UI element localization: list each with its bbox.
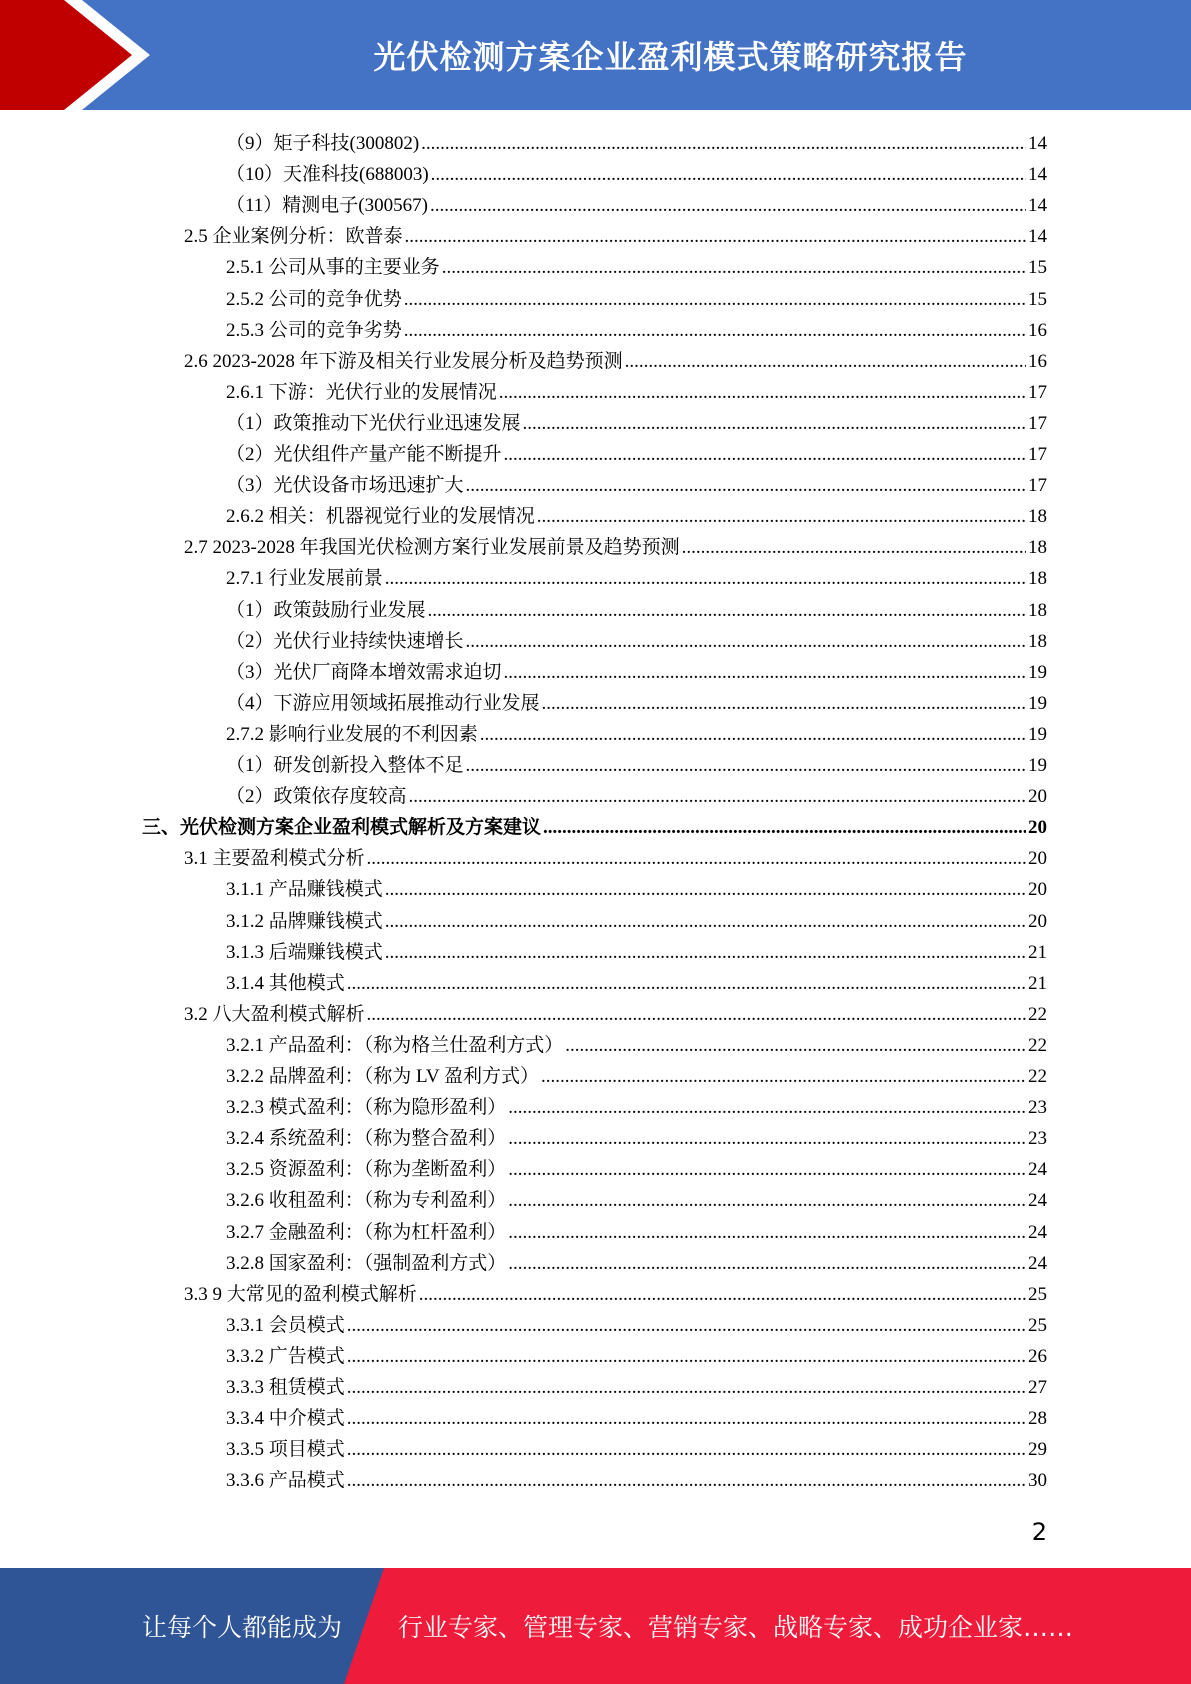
toc-entry-page: 22 [1028, 1003, 1047, 1025]
toc-entry[interactable] [226, 595, 1047, 626]
toc-entry-label: 3.3 9 大常见的盈利模式解析 [184, 1283, 417, 1305]
toc-entry-page: 15 [1028, 288, 1047, 310]
toc-entry-page: 30 [1028, 1470, 1047, 1492]
toc-entry-label: 2.7.1 行业发展前景 [226, 568, 383, 590]
footer-slogan-right: 行业专家、管理专家、营销专家、战略专家、成功企业家…… [398, 1613, 1074, 1642]
toc-entry-label: 3.2.2 品牌盈利：（称为 LV 盈利方式） [226, 1066, 539, 1087]
toc-leader-dots [347, 1372, 1026, 1403]
toc-entry[interactable] [226, 968, 1047, 999]
toc-leader-dots [508, 1092, 1026, 1123]
toc-leader-dots [385, 563, 1026, 594]
toc-entry-label: （1）研发创新投入整体不足 [226, 755, 464, 776]
page-number: 2 [1031, 1518, 1047, 1546]
toc-entry[interactable] [226, 657, 1047, 688]
toc-entry-page: 28 [1028, 1408, 1047, 1430]
toc-entry[interactable] [226, 719, 1047, 750]
toc-entry-label: 3.1.2 品牌赚钱模式 [226, 910, 383, 932]
toc-entry-page: 23 [1028, 1128, 1047, 1150]
toc-entry-page: 22 [1028, 1066, 1047, 1087]
toc-leader-dots [682, 532, 1026, 563]
toc-entry-page: 17 [1028, 412, 1047, 434]
toc-leader-dots [442, 252, 1026, 283]
toc-entry[interactable] [226, 1248, 1047, 1279]
toc-entry-label: （3）光伏设备市场迅速扩大 [226, 475, 464, 497]
report-title: 光伏检测方案企业盈利模式策略研究报告 [373, 38, 968, 76]
toc-leader-dots [347, 1465, 1026, 1496]
toc-entry-page: 24 [1028, 1190, 1047, 1212]
toc-entry-label: （11）精测电子(300567) [226, 195, 428, 217]
toc-leader-dots [504, 439, 1026, 470]
toc-leader-dots [508, 1217, 1026, 1248]
toc-entry[interactable] [226, 1403, 1047, 1434]
toc-entry-page: 21 [1028, 941, 1047, 963]
toc-entry[interactable] [226, 563, 1047, 594]
toc-leader-dots [367, 843, 1026, 874]
toc-entry[interactable] [184, 843, 1047, 874]
toc-entry[interactable] [226, 252, 1047, 283]
toc-entry[interactable] [226, 159, 1047, 190]
toc-leader-dots [367, 999, 1026, 1030]
toc-entry[interactable] [226, 1341, 1047, 1372]
toc-leader-dots [347, 1341, 1026, 1372]
toc-leader-dots [404, 284, 1026, 315]
toc-entry[interactable] [226, 1185, 1047, 1216]
toc-leader-dots [565, 1030, 1026, 1061]
toc-entry[interactable] [226, 284, 1047, 315]
toc-entry-label: 3.2 八大盈利模式解析 [184, 1003, 365, 1025]
toc-entry-label: 2.6.1 下游：光伏行业的发展情况 [226, 381, 497, 403]
toc-leader-dots [542, 688, 1026, 719]
toc-entry-page: 19 [1028, 661, 1047, 683]
toc-leader-dots [508, 1248, 1026, 1279]
toc-leader-dots [430, 190, 1026, 221]
toc-leader-dots [466, 470, 1026, 501]
toc-entry-label: （2）光伏组件产量产能不断提升 [226, 444, 502, 465]
toc-entry-label: （2）光伏行业持续快速增长 [226, 630, 464, 652]
toc-entry-label: （10）天准科技(688003) [226, 164, 429, 186]
toc-entry-label: 3.1.3 后端赚钱模式 [226, 941, 383, 963]
toc-entry[interactable] [226, 128, 1047, 159]
toc-leader-dots [428, 595, 1026, 626]
toc-entry[interactable] [226, 470, 1047, 501]
toc-entry[interactable] [226, 626, 1047, 657]
toc-leader-dots [347, 1434, 1026, 1465]
toc-entry[interactable] [226, 1061, 1047, 1092]
toc-entry-page: 20 [1028, 879, 1047, 901]
toc-entry[interactable] [226, 1310, 1047, 1341]
toc-leader-dots [499, 377, 1026, 408]
toc-entry-label: 3.3.5 项目模式 [226, 1439, 345, 1461]
toc-entry-label: （9）矩子科技(300802) [226, 133, 420, 154]
toc-entry-page: 20 [1028, 848, 1047, 870]
toc-entry-page: 14 [1028, 195, 1047, 217]
toc-leader-dots [537, 501, 1026, 532]
toc-entry-label: 三、光伏检测方案企业盈利模式解析及方案建议 [142, 817, 542, 839]
toc-entry-page: 18 [1028, 568, 1047, 590]
toc-entry-label: 2.6.2 相关：机器视觉行业的发展情况 [226, 506, 535, 528]
toc-entry-label: 2.6 2023-2028 年下游及相关行业发展分析及趋势预测 [184, 350, 623, 372]
toc-entry-page: 19 [1028, 755, 1047, 776]
toc-entry-label: 3.2.7 金融盈利：（称为杠杆盈利） [226, 1221, 507, 1243]
toc-entry-label: （1）政策推动下光伏行业迅速发展 [226, 412, 521, 434]
toc-leader-dots [466, 750, 1026, 781]
toc-leader-dots [409, 781, 1026, 812]
toc-leader-dots [625, 346, 1026, 377]
toc-entry-label: 3.1.1 产品赚钱模式 [226, 879, 383, 901]
toc-leader-dots [480, 719, 1026, 750]
page-footer [0, 1568, 1191, 1684]
toc-entry[interactable] [226, 1434, 1047, 1465]
toc-entry-page: 14 [1028, 164, 1047, 186]
toc-entry[interactable] [226, 750, 1047, 781]
toc-leader-dots [404, 315, 1026, 346]
toc-entry-page: 19 [1028, 723, 1047, 745]
toc-entry[interactable] [226, 1372, 1047, 1403]
toc-leader-dots [421, 128, 1026, 159]
toc-entry-page: 14 [1028, 226, 1047, 248]
toc-entry-label: 3.3.6 产品模式 [226, 1470, 345, 1492]
toc-leader-dots [543, 812, 1026, 843]
toc-entry-page: 18 [1028, 630, 1047, 652]
toc-entry[interactable] [226, 906, 1047, 937]
toc-entry[interactable] [226, 1123, 1047, 1154]
toc-entry-label: 2.5.2 公司的竞争优势 [226, 288, 402, 310]
toc-entry[interactable] [226, 874, 1047, 905]
toc-entry[interactable] [184, 999, 1047, 1030]
toc-entry-label: 3.2.1 产品盈利：（称为格兰仕盈利方式） [226, 1034, 564, 1056]
toc-entry-page: 16 [1028, 350, 1047, 372]
toc-entry-page: 17 [1028, 381, 1047, 403]
toc-entry-label: （3）光伏厂商降本增效需求迫切 [226, 661, 502, 683]
toc-entry-label: 3.2.4 系统盈利：（称为整合盈利） [226, 1128, 507, 1150]
toc-entry[interactable] [226, 190, 1047, 221]
toc-entry-label: 2.5.3 公司的竞争劣势 [226, 319, 402, 341]
toc-entry-page: 21 [1028, 972, 1047, 994]
toc-entry-label: 3.3.3 租赁模式 [226, 1377, 345, 1398]
toc-leader-dots [385, 874, 1026, 905]
toc-entry[interactable] [226, 1092, 1047, 1123]
toc-leader-dots [466, 626, 1026, 657]
toc-entry[interactable] [226, 688, 1047, 719]
toc-leader-dots [385, 906, 1026, 937]
toc-entry-label: 3.3.1 会员模式 [226, 1314, 345, 1336]
toc-entry[interactable] [226, 781, 1047, 812]
toc-entry-label: 3.2.6 收租盈利：（称为专利盈利） [226, 1190, 507, 1212]
toc-leader-dots [347, 1310, 1026, 1341]
toc-entry-label: 3.2.5 资源盈利：（称为垄断盈利） [226, 1159, 507, 1181]
toc-entry-page: 18 [1028, 537, 1047, 559]
toc-entry-page: 25 [1028, 1283, 1047, 1305]
toc-leader-dots [419, 1279, 1026, 1310]
toc-entry[interactable] [226, 377, 1047, 408]
toc-entry-label: （1）政策鼓励行业发展 [226, 599, 426, 621]
toc-entry[interactable] [226, 1465, 1047, 1496]
toc-leader-dots [504, 657, 1026, 688]
toc-entry[interactable] [226, 1030, 1047, 1061]
toc-entry-page: 24 [1028, 1159, 1047, 1181]
toc-entry-label: 3.3.2 广告模式 [226, 1345, 345, 1367]
page-header [0, 0, 1191, 110]
toc-entry-page: 20 [1028, 786, 1047, 808]
toc-entry[interactable] [184, 1279, 1047, 1310]
toc-entry[interactable] [142, 812, 1047, 843]
toc-entry-page: 19 [1028, 692, 1047, 714]
toc-leader-dots [541, 1061, 1026, 1092]
toc-entry-page: 24 [1028, 1252, 1047, 1274]
toc-entry[interactable] [184, 346, 1047, 377]
toc-entry-page: 16 [1028, 319, 1047, 341]
toc-entry-label: 2.5 企业案例分析：欧普泰 [184, 226, 403, 248]
toc-entry-page: 25 [1028, 1314, 1047, 1336]
toc-entry-page: 14 [1028, 133, 1047, 154]
toc-leader-dots [508, 1185, 1026, 1216]
toc-entry-label: 3.1.4 其他模式 [226, 972, 345, 994]
toc-entry-label: 3.3.4 中介模式 [226, 1408, 345, 1430]
toc-entry-page: 17 [1028, 475, 1047, 497]
toc-entry-label: 2.7.2 影响行业发展的不利因素 [226, 723, 478, 745]
toc-entry-page: 18 [1028, 506, 1047, 528]
toc-entry-page: 20 [1028, 910, 1047, 932]
toc-leader-dots [405, 221, 1026, 252]
toc-leader-dots [347, 968, 1026, 999]
toc-entry-page: 27 [1028, 1377, 1047, 1398]
toc-entry[interactable] [184, 221, 1047, 252]
toc-leader-dots [523, 408, 1026, 439]
toc-entry-page: 15 [1028, 257, 1047, 279]
toc-leader-dots [431, 159, 1026, 190]
toc-entry-label: 3.2.8 国家盈利：（强制盈利方式） [226, 1252, 507, 1274]
footer-slogan-left: 让每个人都能成为 [142, 1613, 343, 1642]
toc-entry[interactable] [184, 532, 1047, 563]
toc-entry[interactable] [226, 315, 1047, 346]
toc-entry-page: 29 [1028, 1439, 1047, 1461]
toc-entry[interactable] [226, 439, 1047, 470]
toc-entry-label: 2.5.1 公司从事的主要业务 [226, 257, 440, 279]
toc-entry[interactable] [226, 501, 1047, 532]
toc-entry-page: 20 [1028, 817, 1047, 839]
toc-entry-page: 26 [1028, 1345, 1047, 1367]
toc-entry-label: 3.1 主要盈利模式分析 [184, 848, 365, 870]
toc-leader-dots [508, 1154, 1026, 1185]
toc-entry[interactable] [226, 1217, 1047, 1248]
toc-entry-page: 18 [1028, 599, 1047, 621]
toc-entry-label: （2）政策依存度较高 [226, 786, 407, 808]
toc-entry-page: 22 [1028, 1034, 1047, 1056]
toc-leader-dots [347, 1403, 1026, 1434]
toc-entry[interactable] [226, 408, 1047, 439]
toc-entry-page: 17 [1028, 444, 1047, 465]
toc-entry-page: 23 [1028, 1097, 1047, 1119]
toc-entry-label: 2.7 2023-2028 年我国光伏检测方案行业发展前景及趋势预测 [184, 537, 680, 559]
toc-entry[interactable] [226, 1154, 1047, 1185]
toc-leader-dots [508, 1123, 1026, 1154]
toc-entry[interactable] [226, 937, 1047, 968]
toc-leader-dots [385, 937, 1026, 968]
toc-entry-page: 24 [1028, 1221, 1047, 1243]
toc-entry-label: （4）下游应用领域拓展推动行业发展 [226, 692, 540, 714]
toc-entry-label: 3.2.3 模式盈利：（称为隐形盈利） [226, 1097, 507, 1119]
